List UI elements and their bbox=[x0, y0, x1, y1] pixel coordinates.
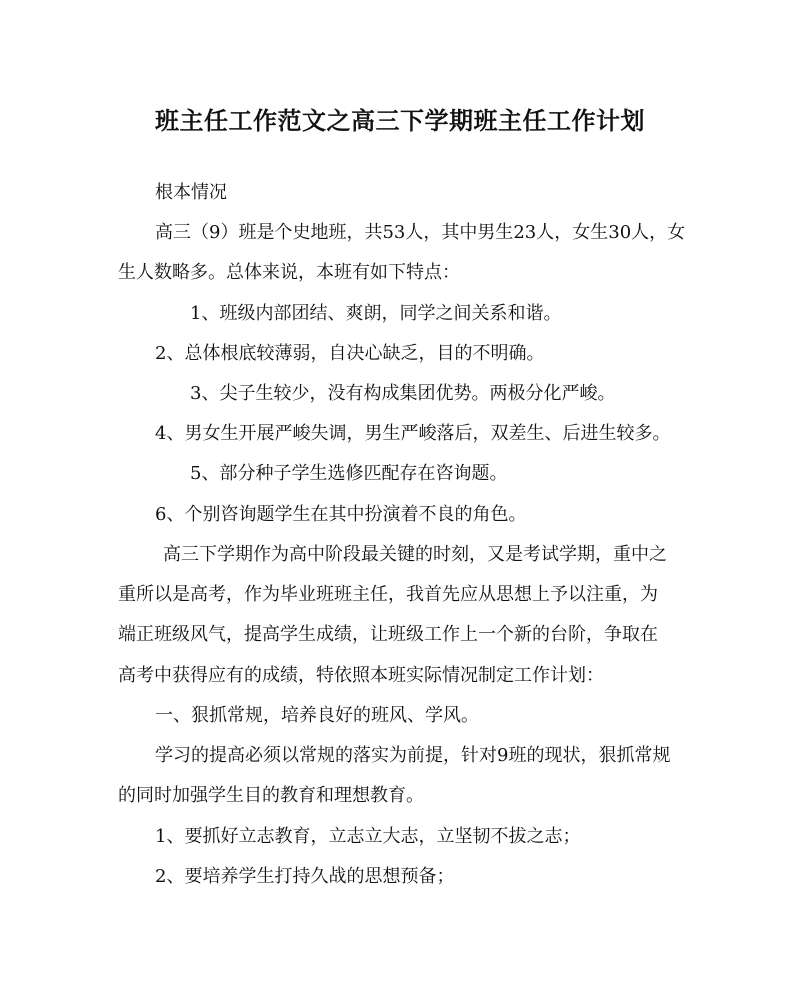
document-title: 班主任工作范文之高三下学期班主任工作计划 bbox=[155, 106, 645, 135]
paragraph-line: 高三（9）班是个史地班，共53人，其中男生23人，女生30人，女 bbox=[155, 222, 686, 243]
paragraph-line: 高考中获得应有的成绩，特依照本班实际情况制定工作计划： bbox=[118, 665, 604, 686]
paragraph-line: 的同时加强学生目的教育和理想教育。 bbox=[118, 785, 424, 806]
list-item: 4、男女生开展严峻失调，男生严峻落后，双差生、后进生较多。 bbox=[155, 423, 671, 444]
paragraph-line: 生人数略多。总体来说，本班有如下特点： bbox=[118, 262, 460, 283]
section-heading: 一、狠抓常规，培养良好的班风、学风。 bbox=[155, 705, 479, 726]
list-item: 3、尖子生较少，没有构成集团优势。两极分化严峻。 bbox=[190, 383, 616, 404]
list-item: 2、要培养学生打持久战的思想预备； bbox=[155, 866, 455, 887]
paragraph-line: 学习的提高必须以常规的落实为前提，针对9班的现状，狠抓常规 bbox=[155, 745, 671, 766]
paragraph-line: 高三下学期作为高中阶段最关键的时刻，又是考试学期，重中之 bbox=[163, 544, 667, 565]
list-item: 6、个别咨询题学生在其中扮演着不良的角色。 bbox=[155, 504, 527, 525]
paragraph-line: 重所以是高考，作为毕业班班主任，我首先应从思想上予以注重，为 bbox=[118, 584, 658, 605]
list-item: 1、要抓好立志教育，立志立大志，立坚韧不拔之志； bbox=[155, 826, 581, 847]
paragraph-line: 端正班级风气，提高学生成绩，让班级工作上一个新的台阶，争取在 bbox=[118, 624, 658, 645]
list-item: 1、班级内部团结、爽朗，同学之间关系和谐。 bbox=[190, 303, 562, 324]
list-item: 2、总体根底较薄弱，自决心缺乏，目的不明确。 bbox=[155, 343, 545, 364]
list-item: 5、部分种子学生选修匹配存在咨询题。 bbox=[190, 463, 508, 484]
section-heading-basic: 根本情况 bbox=[155, 182, 227, 203]
